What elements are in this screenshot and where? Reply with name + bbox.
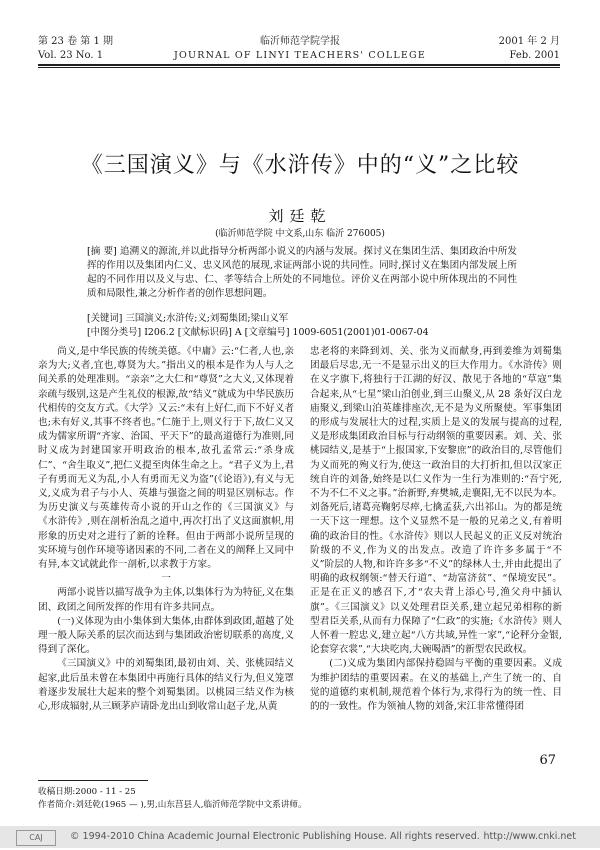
- footer-bar: [0, 826, 600, 848]
- left-column: [38, 345, 294, 714]
- footnote-rule: [38, 780, 148, 781]
- doc-code-value: A: [234, 327, 242, 338]
- paragraph: (二)义成为集团内部保持稳固与平衡的重要因素。义成为维护团结的重要因素。在义的基础上,产生了统一的、自觉的道德约束机制,规范着个体行为,求得行为的统一性、目的的一致性。作为领袖人物的刘备,宋江非常懂得团: [310, 658, 562, 713]
- paragraph: 《三国演义》中的刘蜀集团,最初由刘、关、张桃园结义起家,此后虽未曾在本集团中再施行具体的结义行为,但义笼罩着逐步发展壮大起来的整个刘蜀集团。以桃园三结义作为核心,形成辐射,从三顾茅庐请卧龙出山到收常山赵子龙,从黄: [38, 658, 294, 713]
- author-name: 刘廷乾: [268, 207, 332, 225]
- header-date-cn: 2001 年 2 月: [498, 36, 560, 47]
- header-rule-thin: [38, 67, 560, 68]
- header-volume-cn: 第 23 卷 第 1 期: [38, 36, 113, 47]
- author-affiliation: (临沂师范学院 中文系,山东 临沂 276005): [215, 229, 385, 239]
- header-volume-en: Vol. 23 No. 1: [38, 50, 104, 61]
- author-bio: 作者简介:刘廷乾(1965 — ),男,山东莒县人,临沂师范学院中文系讲师。: [38, 800, 307, 810]
- footer-url[interactable]: http://www.cnki.net: [483, 831, 576, 842]
- header-journal-en: JOURNAL OF LINYI TEACHERS' COLLEGE: [174, 50, 426, 61]
- footnote: [38, 786, 307, 812]
- paragraph: (一)义体现为由小集体到大集体,由群体到政团,超越了处理一般人际关系的层次而达到与集团政治密切联系的高度,义得到了深化。: [38, 615, 294, 656]
- header-rule: [38, 64, 560, 66]
- clc-label: [中图分类号]: [87, 327, 142, 338]
- section-heading: 一: [161, 573, 171, 585]
- article-title: 《三国演义》与《水浒传》中的“义”之比较: [80, 153, 520, 178]
- keywords-label: [关键词]: [87, 313, 123, 324]
- cnki-logo: CAJ: [16, 830, 56, 846]
- article-id-value: 1009-6051(2001)01-0067-04: [292, 327, 429, 338]
- paragraph: 忠老将的来降到刘、关、张为义而献身,再到姜维为刘蜀集团最后尽忠,无一不是显示出义的巨大作用力。《水浒传》则在义字旗下,将独行于江湖的好汉、散见于各地的“草寇”集合起来,从“七星”梁山泊创业,到三山聚义,从 28 条好汉白龙庙聚义,到梁山泊英雄排座次,无不是为义所聚使。军事集团的形成与发展壮大的过程,实质上是义的发展与提高的过程,义是形成集团政治目标与行动纲领的重要因素。刘、关、张桃园结义,是基于“上报国家,下安黎庶”的政治目的,尽管他们为义而死的殉义行为,使这一政治目的大打折扣,但以汉家正统自许的刘备,始终是以仁义作为一生行为准则的:“吾宁死,不为不仁不义之事。”治新野,弃樊城,走襄阳,无不以民为本。刘备死后,诸葛亮鞠躬尽瘁,七擒孟获,六出祁山。为的都是统一天下这一理想。这个义显然不是一般的兄弟之义,有着明确的政治目的性。《水浒传》则以人民起义的正义反对统治阶级的不义,作为义的出发点。改造了许许多多属于“不义”阶层的人物,和许许多多“不义”的绿林人士,并由此提出了明确的政权纲领:“替天行道”、“劫富济贫”、“保境安民”。正是在正义的感召下,才“农夫背上添心号,渔父舟中插认旗”。《三国演义》以义处理君臣关系,建立起兄弟相称的新型君臣关系,从而有力保障了“仁政”的实施;《水浒传》则人人怀着一腔忠义,建立起“八方共域,异性一家”,“论秤分金银,论套穿衣裳”,“大块吃肉,大碗喝酒”的新型农民政权。: [310, 346, 562, 656]
- received-date: 收稿日期:2000 - 11 - 25: [38, 787, 136, 797]
- article-id-label: [文章编号]: [244, 327, 290, 338]
- paragraph: 尚义,是中华民族的传统美德。《中庸》云:“仁者,人也,亲亲为大;义者,宜也,尊贤为大。”指出义的根本是作为人与人之间关系的处理准则。“亲亲”之大仁和“尊贤”之大义,又体现着亲疏与级别,这是产生礼仪的根源,故“结义”就成为中华民族历代相传的交友方式。《大学》又云:“未有上好仁,而下不好义者也;未有好义,其事不终者也。”仁施于上,则义行于下,故仁义又成为儒家所谓“齐家、治国、平天下”的最高道德行为准则,同时义成为封建国家开明政治的根本,故孔孟常云:“杀身成仁”、“舍生取义”,把仁义提至肉体生命之上。“君子义为上,君子有勇而无义为乱,小人有勇而无义为盗”(《论语》),有义与无义,义成为君子与小人、英雄与强盗之间的明显区别标志。作为历史演义与英雄传奇小说的开山之作的《三国演义》与《水浒传》,则在剖析治乱之道中,再次打出了义这面旗帜,用形象的历史对之进行了新的诠释。但由于两部小说所呈现的实环境与创作环境等诸因素的不同,二者在义的阐释上又同中有异,本文试就此作一剖析,以求教于方家。: [38, 346, 294, 571]
- doc-code-label: [文献标识码]: [177, 327, 232, 338]
- abstract-label: [摘 要]: [87, 246, 117, 257]
- abstract: [87, 245, 517, 301]
- header-journal-cn: 临沂师范学院学报: [260, 36, 340, 47]
- classification-line: [87, 324, 517, 338]
- keywords: [87, 310, 517, 324]
- keywords-text: 三国演义;水浒传;义;刘蜀集团;梁山义军: [125, 313, 289, 324]
- header-date-en: Feb. 2001: [509, 50, 560, 61]
- page-number: 67: [539, 753, 556, 768]
- copyright-text: © 1994-2010 China Academic Journal Electronic Publishing House. All rights reserved.: [70, 831, 480, 842]
- abstract-text: 追溯义的源流,并以此指导分析两部小说义的内涵与发展。探讨义在集团生活、集团政治中所发挥的作用以及集团内仁义、忠义风范的展现,求证两部小说的共同性。同时,探讨义在集团内部发展上所起的不同作用以及义与忠、仁、孝等结合上所处的不同地位。评价义在两部小说中所体现出的不同性质和局限性,兼之分析作者的创作思想问题。: [87, 246, 517, 299]
- paragraph: 两部小说皆以描写战争为主体,以集体行为为特征,义在集团、政团之间所发挥的作用有许多共同点。: [38, 587, 294, 613]
- right-column: [310, 345, 562, 714]
- clc-value: I206.2: [144, 327, 175, 338]
